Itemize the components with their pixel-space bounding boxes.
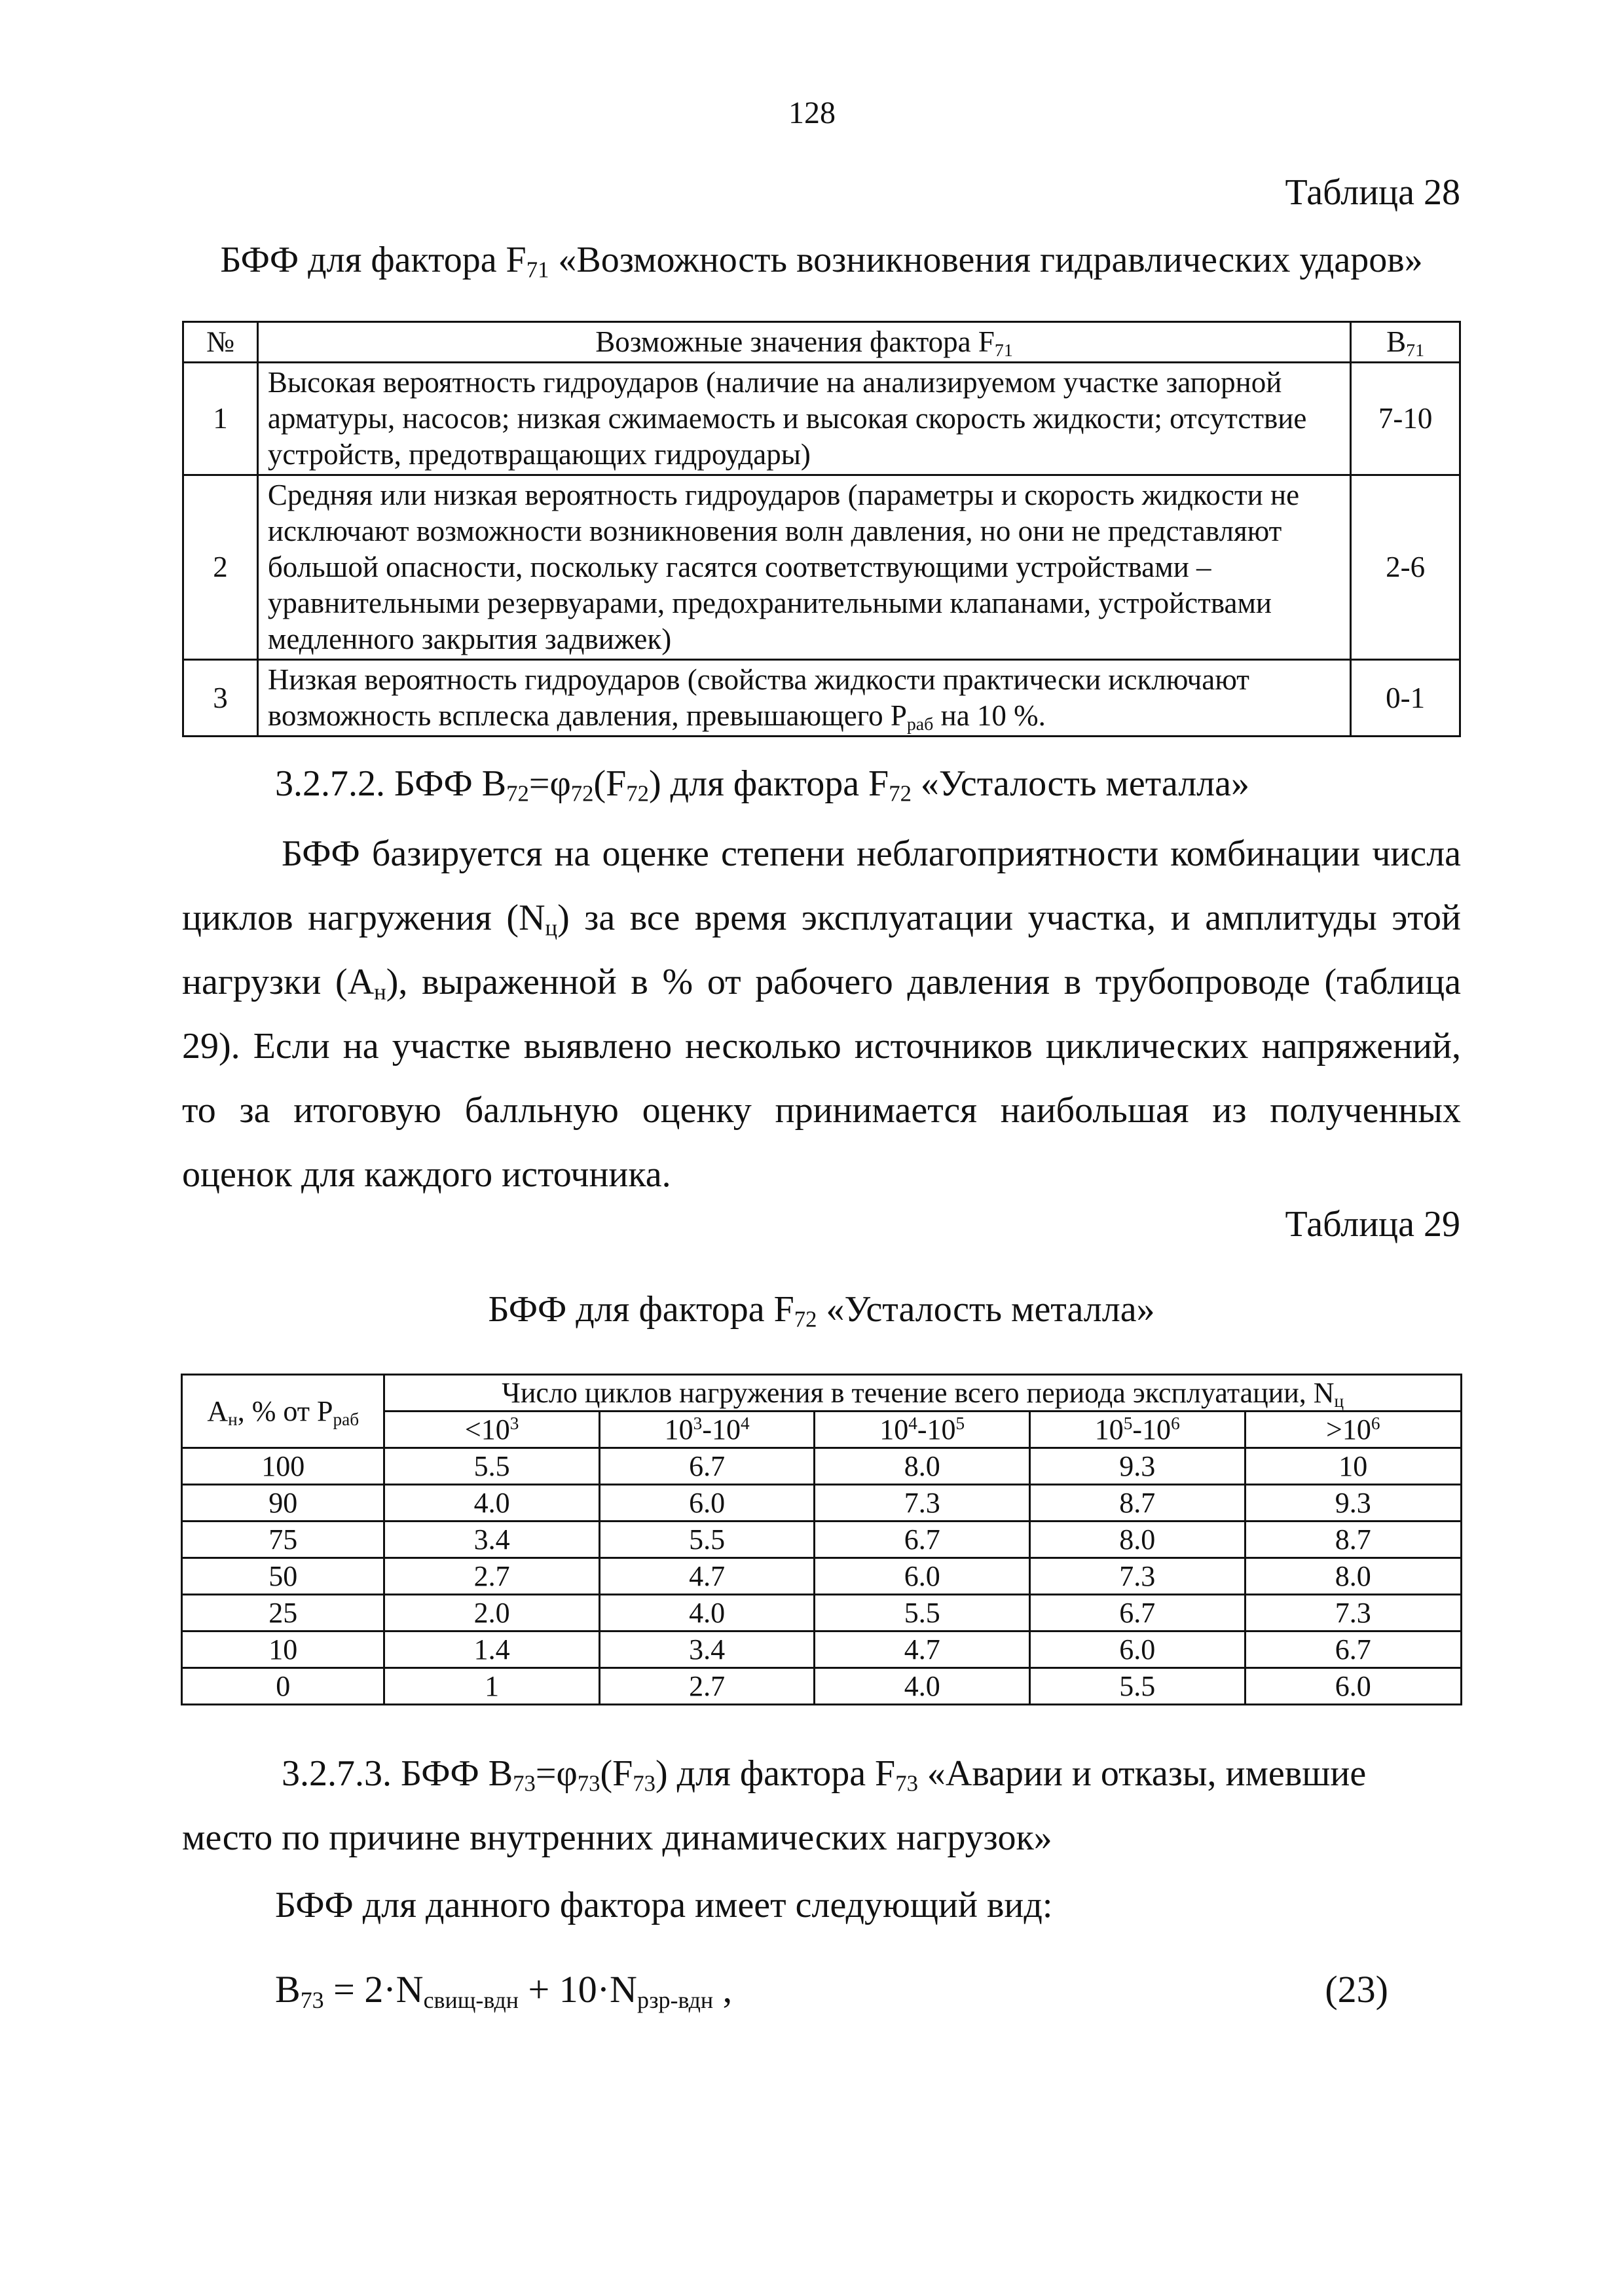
column-header: $10^4-10^5$ xyxy=(815,1412,1030,1448)
table-28-caption: БФФ для фактора $F_{71}$ «Возможность возникновения гидравлических ударов» xyxy=(220,240,1423,283)
table-cell: 7.3 xyxy=(815,1485,1030,1522)
table-cell: 4.0 xyxy=(384,1485,599,1522)
row-amplitude: 0 xyxy=(182,1668,384,1705)
table-cell: 2.7 xyxy=(599,1668,815,1705)
table-row xyxy=(183,660,1460,737)
table-29 xyxy=(181,1374,1462,1705)
table-cell: 5.5 xyxy=(599,1522,815,1558)
equation-number: (23) xyxy=(1325,1968,1388,2011)
row-amplitude: 90 xyxy=(182,1485,384,1522)
table-29-caption: БФФ для фактора $F_{72}$ «Усталость металла» xyxy=(488,1289,1155,1332)
table-29-row-header: $A_н$, % от $P_{раб}$ xyxy=(182,1375,384,1448)
table-cell: 6.7 xyxy=(599,1448,815,1485)
table-cell: 6.7 xyxy=(1029,1595,1245,1631)
column-header: $10^5-10^6$ xyxy=(1029,1412,1245,1448)
table-row xyxy=(182,1485,1462,1522)
table-cell: 6.0 xyxy=(1029,1631,1245,1668)
row-description: Высокая вероятность гидроударов (наличие на анализируемом участке запорной арматуры, насосов; низкая сжимаемость и высокая скорость жидкости; отсутствие устройств, предотвращающих гидроудары) xyxy=(257,363,1350,475)
table-cell: 3.4 xyxy=(599,1631,815,1668)
table-cell: 6.7 xyxy=(1245,1631,1461,1668)
row-amplitude: 100 xyxy=(182,1448,384,1485)
table-cell: 5.5 xyxy=(1029,1668,1245,1705)
table-cell: 8.0 xyxy=(815,1448,1030,1485)
table-cell: 4.7 xyxy=(599,1558,815,1595)
row-description: Средняя или низкая вероятность гидроударов (параметры и скорость жидкости не исключают возможности возникновения волн давления, но они не представляют большой опасности, поскольку гасятся соответствующими устройствами – уравнительными резервуарами, предохранительными клапанами, устройствами медленного закрытия задвижек) xyxy=(257,475,1350,660)
row-number: 2 xyxy=(183,475,258,660)
table-cell: 8.7 xyxy=(1245,1522,1461,1558)
table-29-label: Таблица 29 xyxy=(1285,1204,1460,1245)
table-cell: 6.7 xyxy=(815,1522,1030,1558)
table-cell: 7.3 xyxy=(1029,1558,1245,1595)
table-cell: 4.7 xyxy=(815,1631,1030,1668)
section-3272-heading: 3.2.7.2. БФФ $B_{72}=\varphi_{72}(F_{72})$ для фактора $F_{72}$ «Усталость металла» xyxy=(275,763,1249,807)
row-amplitude: 50 xyxy=(182,1558,384,1595)
table-29-group-header-row xyxy=(182,1375,1462,1412)
row-score: 0-1 xyxy=(1351,660,1460,737)
table-cell: 6.0 xyxy=(599,1485,815,1522)
table-cell: 9.3 xyxy=(1245,1485,1461,1522)
row-amplitude: 75 xyxy=(182,1522,384,1558)
table-row xyxy=(182,1558,1462,1595)
table-28 xyxy=(182,321,1461,737)
table-cell: 1 xyxy=(384,1668,599,1705)
table-28-label: Таблица 28 xyxy=(1285,172,1460,213)
table-cell: 6.0 xyxy=(815,1558,1030,1595)
table-29-group-header: Число циклов нагружения в течение всего периода эксплуатации, $N_ц$ xyxy=(384,1375,1462,1412)
row-amplitude: 10 xyxy=(182,1631,384,1668)
table-28-header-values: Возможные значения фактора $F_{71}$ xyxy=(257,322,1350,363)
column-header: $<10^3$ xyxy=(384,1412,599,1448)
column-header: $>10^6$ xyxy=(1245,1412,1461,1448)
table-row xyxy=(183,475,1460,660)
row-amplitude: 25 xyxy=(182,1595,384,1631)
row-score: 2-6 xyxy=(1351,475,1460,660)
table-cell: 1.4 xyxy=(384,1631,599,1668)
table-28-header-score: $B_{71}$ xyxy=(1351,322,1460,363)
row-number: 3 xyxy=(183,660,258,737)
table-28-header-num: № xyxy=(183,322,258,363)
table-row xyxy=(182,1522,1462,1558)
row-description: Низкая вероятность гидроударов (свойства жидкости практически исключают возможность всплеска давления, превышающего $P_{раб}$ на 10 %. xyxy=(257,660,1350,737)
table-cell: 9.3 xyxy=(1029,1448,1245,1485)
table-cell: 10 xyxy=(1245,1448,1461,1485)
table-row xyxy=(183,363,1460,475)
column-header: $10^3-10^4$ xyxy=(599,1412,815,1448)
table-cell: 8.7 xyxy=(1029,1485,1245,1522)
page-number: 128 xyxy=(788,96,836,130)
table-row xyxy=(182,1668,1462,1705)
row-score: 7-10 xyxy=(1351,363,1460,475)
table-cell: 5.5 xyxy=(384,1448,599,1485)
table-28-header-row xyxy=(183,322,1460,363)
table-cell: 3.4 xyxy=(384,1522,599,1558)
table-cell: 2.0 xyxy=(384,1595,599,1631)
table-row xyxy=(182,1595,1462,1631)
table-cell: 7.3 xyxy=(1245,1595,1461,1631)
section-3273-intro: БФФ для данного фактора имеет следующий вид: xyxy=(275,1885,1053,1925)
table-cell: 2.7 xyxy=(384,1558,599,1595)
formula-23: $B_{73} = 2\cdot N_{свищ-вдн} + 10\cdot N_{рзр-вдн}$ , xyxy=(275,1968,733,2013)
section-3273-heading: 3.2.7.3. БФФ $B_{73}=\varphi_{73}(F_{73})$ для фактора $F_{73}$ «Аварии и отказы, имевшие место по причине внутренних динамических нагрузок» xyxy=(182,1753,1367,1858)
section-3272-paragraph: БФФ базируется на оценке степени неблагоприятности комбинации числа циклов нагружения $(N_ц)$ за все время эксплуатации участка, и амплитуды этой нагрузки $(A_н)$, выраженной в % от рабочего давления в трубопроводе (таблица 29). Если на участке выявлено несколько источников циклических напряжений, то за итоговую балльную оценку принимается наибольшая из полученных оценок для каждого источника. xyxy=(182,833,1461,1195)
table-cell: 4.0 xyxy=(599,1595,815,1631)
table-cell: 6.0 xyxy=(1245,1668,1461,1705)
table-row xyxy=(182,1631,1462,1668)
table-cell: 4.0 xyxy=(815,1668,1030,1705)
row-number: 1 xyxy=(183,363,258,475)
table-cell: 8.0 xyxy=(1029,1522,1245,1558)
table-cell: 5.5 xyxy=(815,1595,1030,1631)
table-row xyxy=(182,1448,1462,1485)
table-cell: 8.0 xyxy=(1245,1558,1461,1595)
